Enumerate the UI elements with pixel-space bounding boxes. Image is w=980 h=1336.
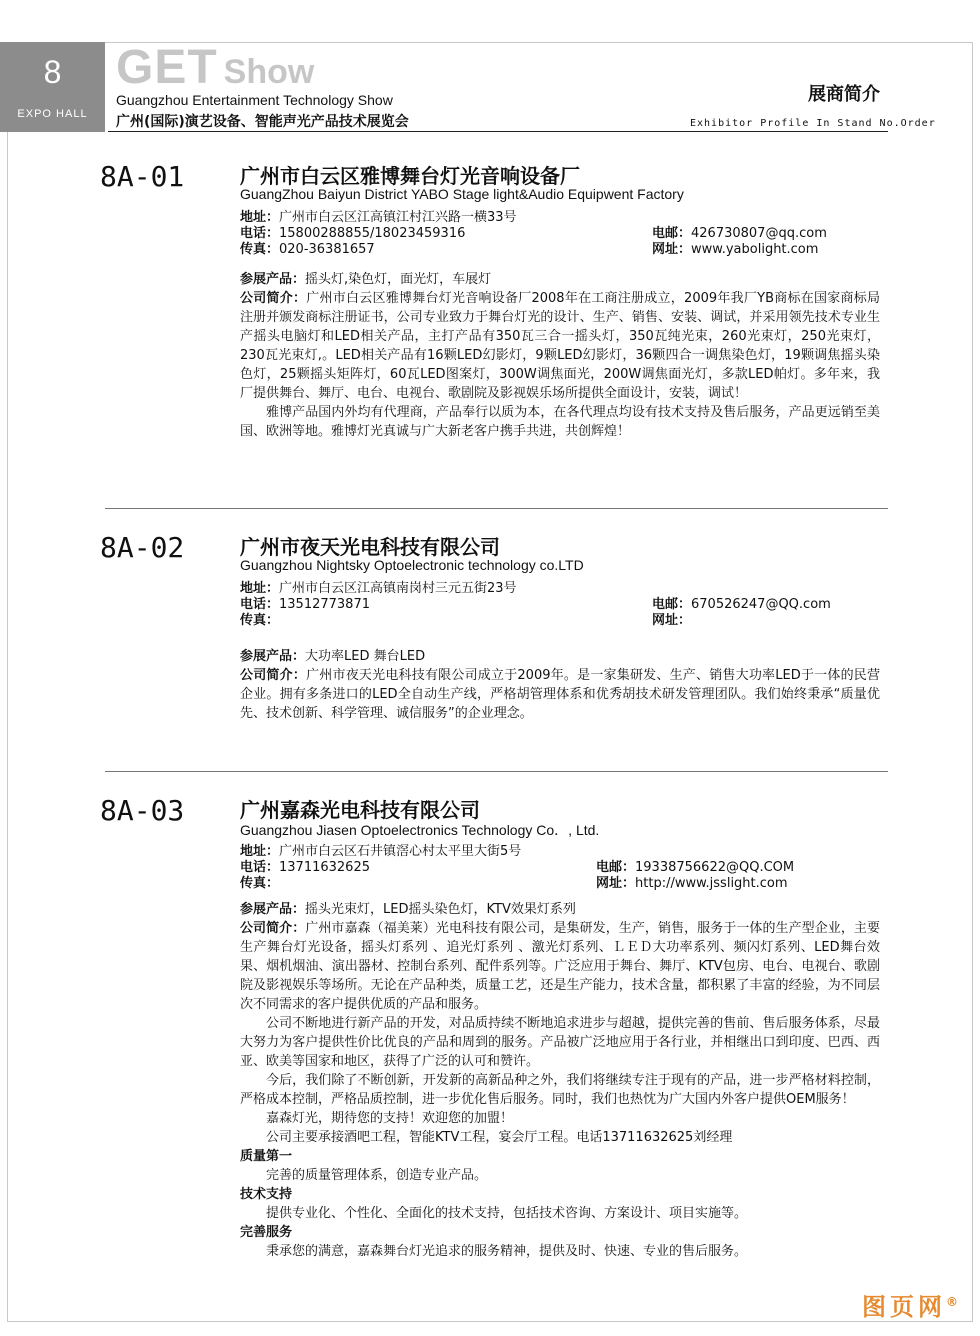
address-line	[240, 581, 640, 597]
watermark-text: 图页网	[862, 1293, 946, 1321]
address-label: 地址：	[240, 844, 280, 859]
stand-number: 8A-02	[100, 531, 185, 564]
phone-label: 电话：	[240, 597, 280, 612]
website-value: http://www.jsslight.com	[635, 876, 788, 891]
website-line	[652, 613, 912, 629]
intro-text: 广州市嘉森（福美莱）光电科技有限公司，是集研发，生产，销售，服务于一体的生产型企业，主要生产舞台灯光设备，摇头灯系列 、追光灯系列 、激光灯系列、ＬＥＤ大功率系列、频闪灯系列、LED舞台效果、烟机烟油、演出器材、控制台系列、配件系列等。广泛应用于舞台、舞厅、KTV包房、电台、电视台、歌剧院及影视娱乐等场所。无论在产品种类，质量工艺，还是生产能力，技术含量，都积累了丰富的经验，为不同层次不同需求的客户提供优质的产品和服务。	[240, 921, 880, 1012]
fax-label: 传真：	[240, 613, 280, 628]
products-value: 摇头光束灯，LED摇头染色灯，KTV效果灯系列	[305, 902, 576, 917]
company-intro	[240, 900, 880, 1261]
email-label: 电邮：	[652, 597, 692, 612]
address-value: 广州市白云区石井镇滘心村太平里大街5号	[279, 844, 522, 859]
intro-label: 公司简介：	[240, 921, 306, 936]
intro-label: 公司简介：	[240, 291, 307, 306]
email-value: 426730807@qq.com	[691, 226, 827, 241]
intro-paragraph	[240, 289, 880, 403]
products-label: 参展产品：	[240, 649, 306, 664]
hall-label: EXPO HALL	[17, 108, 88, 120]
products-value: 大功率LED 舞台LED	[305, 649, 426, 664]
address-value: 广州市白云区江高镇南岗村三元五街23号	[279, 581, 517, 596]
company-name-en: Guangzhou Nightsky Optoelectronic technology co.LTD	[240, 557, 584, 573]
phone-line	[240, 597, 640, 613]
fax-label: 传真：	[240, 876, 280, 891]
products-label: 参展产品：	[240, 902, 306, 917]
hall-badge	[0, 42, 105, 132]
products-line	[240, 647, 880, 666]
hall-number: 8	[43, 54, 62, 90]
intro-paragraph: 雅博产品国内外均有代理商，产品奉行以质为本，在各代理点均设有技术支持及售后服务，产品更远销至美国、欧洲等地。雅博灯光真诚与广大新老客户携手共进，共创辉煌！	[240, 405, 880, 439]
section-title: 展商简介	[808, 84, 880, 105]
email-line	[652, 597, 912, 613]
intro-paragraph	[240, 666, 880, 723]
logo-show-text: Show	[223, 53, 315, 91]
company-name-cn: 广州市白云区雅博舞台灯光音响设备厂	[240, 164, 580, 188]
email-label: 电邮：	[652, 226, 692, 241]
intro-paragraph: 公司主要承接酒吧工程，智能KTV工程，宴会厅工程。电话13711632625刘经理	[266, 1130, 733, 1145]
phone-value: 13512773871	[279, 597, 370, 612]
header-rule	[108, 131, 888, 132]
section-divider	[105, 771, 888, 772]
company-name-cn: 广州嘉森光电科技有限公司	[240, 798, 480, 822]
stand-number: 8A-01	[100, 160, 185, 193]
intro-text: 广州市夜天光电科技有限公司成立于2009年。是一家集研发、生产、销售大功率LED于一体的民营企业。拥有多条进口的LED全自动生产线，严格胡管理体系和优秀胡技术研发管理团队。我们始终秉承“质量优先、技术创新、科学管理、诚信服务”的企业理念。	[240, 668, 880, 721]
company-name-en: GuangZhou Baiyun District YABO Stage light&Audio Equipwent Factory	[240, 186, 684, 202]
get-show-logo	[116, 40, 314, 95]
address-label: 地址：	[240, 581, 280, 596]
stand-number: 8A-03	[100, 794, 185, 827]
fax-value: 020-36381657	[279, 242, 375, 257]
intro-label: 公司简介：	[240, 668, 307, 683]
website-value: www.yabolight.com	[691, 242, 819, 257]
products-line	[240, 900, 880, 919]
registered-mark: ®	[946, 1295, 962, 1309]
feature-text: 秉承您的满意，嘉森舞台灯光追求的服务精神，提供及时、快速、专业的售后服务。	[266, 1244, 748, 1259]
products-label: 参展产品：	[240, 272, 306, 287]
products-value: 摇头灯,染色灯，面光灯，车展灯	[305, 272, 492, 287]
email-line	[596, 860, 856, 876]
email-line	[652, 226, 912, 242]
fax-line	[240, 876, 640, 892]
address-line	[240, 210, 640, 226]
address-value: 广州市白云区江高镇江村江兴路一横33号	[279, 210, 517, 225]
phone-line	[240, 226, 640, 242]
section-divider	[105, 508, 888, 509]
watermark-logo	[862, 1287, 962, 1322]
feature-heading: 完善服务	[240, 1225, 293, 1240]
email-value: 19338756622@QQ.COM	[635, 860, 795, 875]
fax-line	[240, 242, 640, 258]
company-intro	[240, 270, 880, 441]
address-line	[240, 844, 640, 860]
section-subtitle: Exhibitor Profile In Stand No.Order	[690, 118, 936, 129]
company-name-en: Guangzhou Jiasen Optoelectronics Technology Co．, Ltd.	[240, 822, 600, 838]
website-line	[652, 242, 912, 258]
logo-get-text: GET	[116, 41, 218, 94]
phone-value: 13711632625	[279, 860, 370, 875]
website-label: 网址：	[652, 242, 692, 257]
email-value: 670526247@QQ.com	[691, 597, 831, 612]
website-label: 网址：	[596, 876, 636, 891]
phone-label: 电话：	[240, 226, 280, 241]
show-name-cn: 广州(国际)演艺设备、智能声光产品技术展览会	[116, 114, 409, 130]
intro-paragraph	[240, 919, 880, 1014]
intro-paragraph: 今后，我们除了不断创新，开发新的高新品种之外，我们将继续专注于现有的产品，进一步严格材料控制，严格成本控制，严格品质控制，进一步优化售后服务。同时，我们也热忱为广大国内外客户提供OEM服务！	[240, 1073, 880, 1107]
website-line	[596, 876, 856, 892]
phone-value: 15800288855/18023459316	[279, 226, 466, 241]
intro-paragraph: 嘉森灯光，期待您的支持！欢迎您的加盟！	[266, 1111, 514, 1126]
intro-paragraph: 公司不断地进行新产品的开发，对品质持续不断地追求进步与超越，提供完善的售前、售后服务体系，尽最大努力为客户提供性价比优良的产品和周到的服务。产品被广泛地应用于各行业，并相继出口到印度、巴西、西亚、欧美等国家和地区，获得了广泛的认可和赞许。	[240, 1016, 880, 1069]
intro-text: 广州市白云区雅博舞台灯光音响设备厂2008年在工商注册成立，2009年我厂YB商标在国家商标局注册并颁发商标注册证书，公司专业致力于舞台灯光的设计、生产、销售、安装、调试，并采用领先技术专业生产摇头电脑灯和LED相关产品，主打产品有350瓦三合一摇头灯，350瓦纯光束，260光束灯，250光束灯，230瓦光束灯,。LED相关产品有16颗LED幻影灯，9颗LED幻影灯，36颗四合一调焦染色灯，19颗调焦摇头染色灯，25颗摇头矩阵灯，60瓦LED图案灯，300W调焦面光，200W调焦面光灯，多款LED帕灯。多年来，我厂提供舞台、舞厅、电台、电视台、歌剧院及影视娱乐场所提供全面设计，安装，调试！	[240, 291, 880, 401]
phone-line	[240, 860, 640, 876]
feature-heading: 技术支持	[240, 1187, 293, 1202]
company-intro	[240, 647, 880, 723]
show-name-en: Guangzhou Entertainment Technology Show	[116, 92, 393, 108]
fax-label: 传真：	[240, 242, 280, 257]
fax-line	[240, 613, 640, 629]
feature-text: 提供专业化、个性化、全面化的技术支持，包括技术咨询、方案设计、项目实施等。	[266, 1206, 748, 1221]
website-label: 网址：	[652, 613, 692, 628]
email-label: 电邮：	[596, 860, 636, 875]
feature-text: 完善的质量管理体系，创造专业产品。	[266, 1168, 488, 1183]
phone-label: 电话：	[240, 860, 280, 875]
address-label: 地址：	[240, 210, 280, 225]
products-line	[240, 270, 880, 289]
company-name-cn: 广州市夜天光电科技有限公司	[240, 535, 500, 559]
feature-heading: 质量第一	[240, 1149, 293, 1164]
